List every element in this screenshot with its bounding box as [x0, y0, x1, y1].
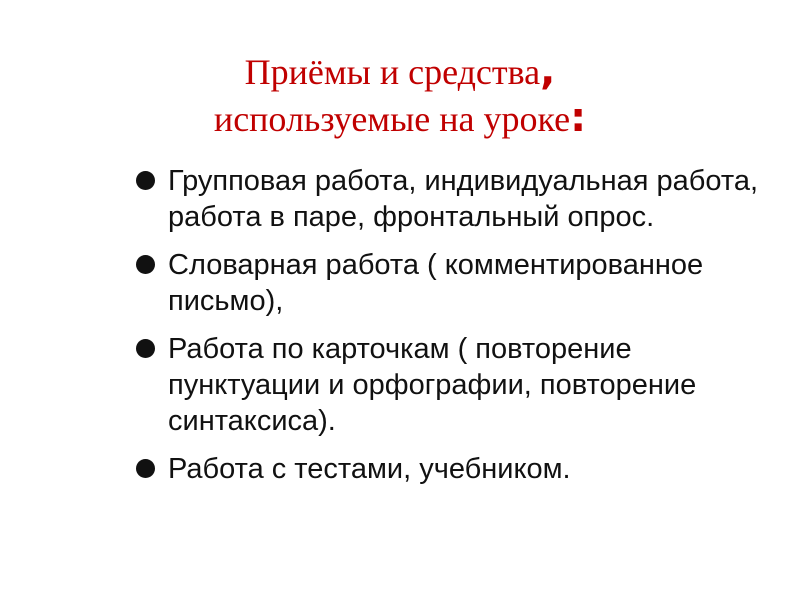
bullet-list — [134, 163, 784, 499]
list-item — [134, 331, 784, 439]
slide-title — [0, 48, 800, 142]
list-item — [134, 451, 784, 487]
title-line-2 — [0, 95, 800, 142]
list-item-text: Групповая работа, индивидуальная работа, работа в паре, фронтальный опрос. — [168, 165, 759, 233]
title-comma: , — [540, 48, 556, 94]
title-colon: : — [570, 95, 587, 141]
list-item-text: Работа по карточкам ( повторение пунктуации и орфографии, повторение синтаксиса). — [168, 333, 697, 437]
bullet-dot-icon — [136, 255, 155, 274]
bullet-dot-icon — [136, 459, 155, 478]
bullet-dot-icon — [136, 171, 155, 190]
list-item-text: Словарная работа ( комментированное письмо), — [168, 249, 704, 317]
title-line-2-text: используемые на уроке — [213, 99, 571, 139]
title-line-1 — [0, 48, 800, 95]
list-item — [134, 247, 784, 319]
list-item — [134, 163, 784, 235]
title-line-1-text: Приёмы и средства — [244, 52, 541, 92]
bullet-dot-icon — [136, 339, 155, 358]
list-item-text: Работа с тестами, учебником. — [168, 453, 571, 485]
